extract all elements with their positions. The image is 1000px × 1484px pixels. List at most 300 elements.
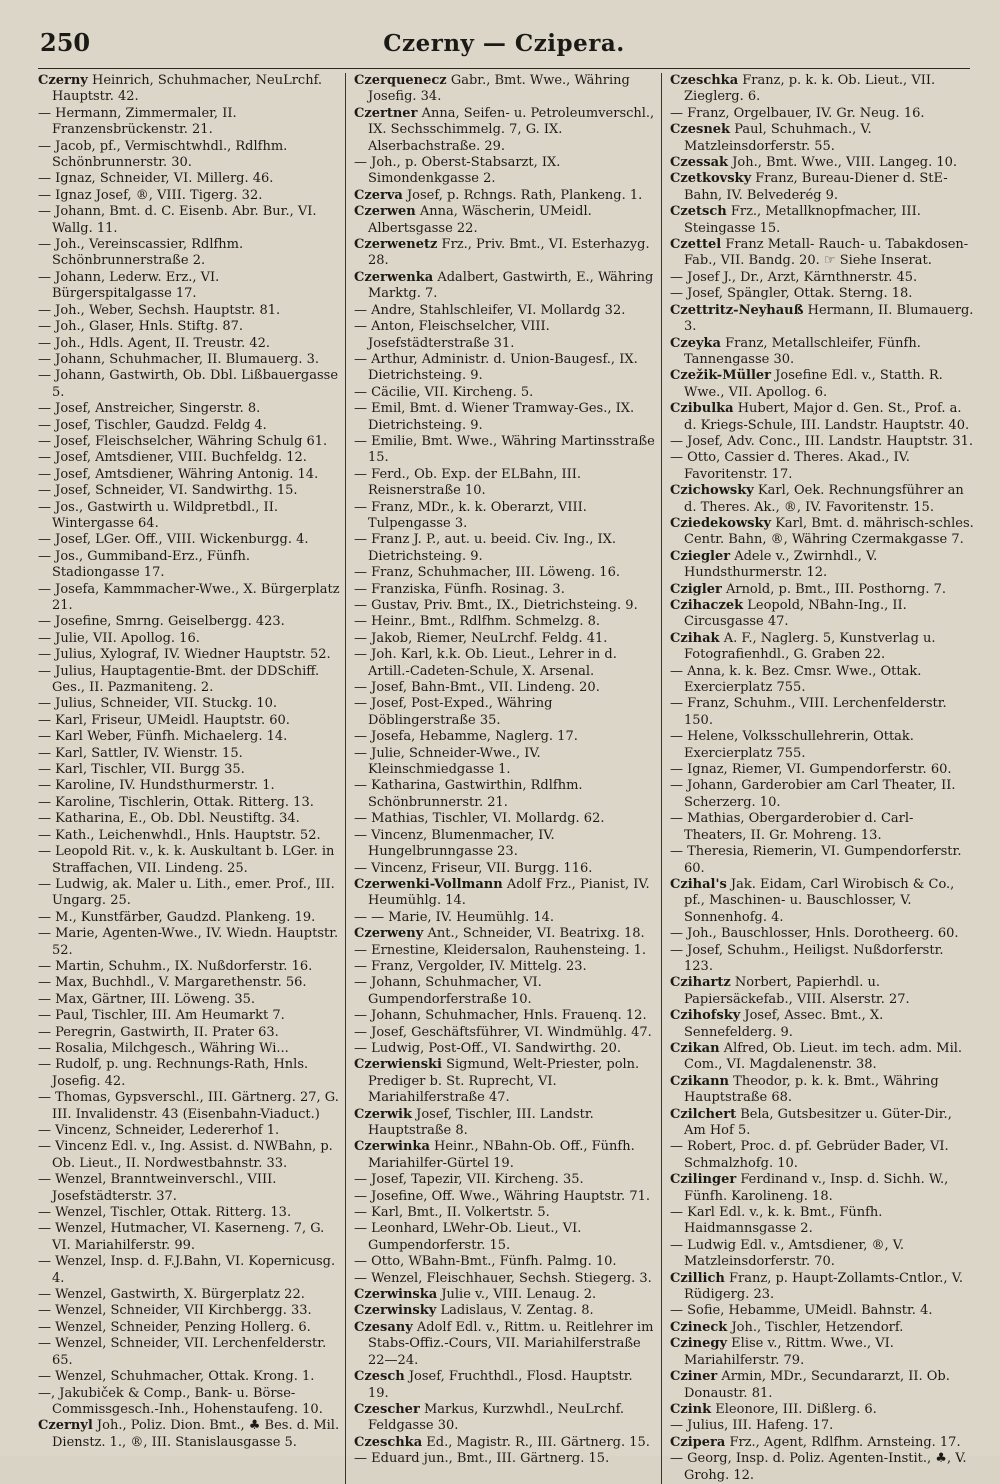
directory-entry [670, 729, 974, 762]
directory-entry [38, 1139, 341, 1172]
directory-entry [670, 696, 974, 729]
entry-text: — Johann, Lederw. Erz., VI. Bürgerspitalgasse 17. [38, 269, 220, 302]
directory-entry [38, 1254, 341, 1287]
entry-text: — Joh. Karl, k.k. Ob. Lieut., Lehrer in d. Artill.-Cadeten-Schule, X. Arsenal. [354, 647, 617, 679]
entry-text: — Josef, Schuhm., Heiligst. Nußdorferstr. 123. [670, 942, 944, 974]
directory-entry [354, 647, 657, 680]
directory-entry [38, 319, 341, 335]
entry-text: — Heinr., Bmt., Rdlfhm. Schmelzg. 8. [354, 614, 600, 630]
directory-entry [38, 910, 341, 926]
entry-text: — Marie, Agenten-Wwe., IV. Wiedn. Hauptstr. 52. [38, 926, 339, 958]
directory-entry [38, 336, 341, 352]
directory-entry [670, 778, 974, 811]
entry-surname: Czerwinka [354, 1139, 430, 1155]
directory-entry [38, 729, 341, 745]
directory-entry [670, 811, 974, 844]
entry-columns [38, 73, 974, 1484]
directory-entry [38, 1057, 341, 1090]
entry-text: — Rosalia, Milchgesch., Währing Wi... [38, 1040, 289, 1056]
directory-entry [38, 959, 341, 975]
directory-entry [38, 828, 341, 844]
directory-entry [354, 1402, 657, 1435]
directory-entry [38, 1041, 341, 1057]
directory-entry [38, 1221, 341, 1254]
directory-entry [38, 844, 341, 877]
entry-text: Leopold, NBahn-Ing., II. Circusgasse 47. [684, 598, 907, 630]
entry-text: — Martin, Schuhm., IX. Nußdorferstr. 16. [38, 958, 313, 974]
directory-entry [354, 1107, 657, 1140]
entry-text: — Kath., Leichenwhdl., Hnls. Hauptstr. 52. [38, 827, 321, 843]
directory-entry [38, 270, 341, 303]
entry-text: — Julius, Hauptagentie-Bmt. der DDSchiff. Ges., II. Pazmaniteng. 2. [38, 663, 320, 696]
entry-text: — Emil, Bmt. d. Wiener Tramway-Ges., IX. Dietrichsteing. 9. [354, 401, 635, 433]
directory-entry [670, 1402, 974, 1418]
entry-text: Karl, Bmt. d. mährisch-schles. Centr. Bahn, ®, Währing Czermakgasse 7. [684, 515, 974, 548]
entry-surname: Cziner [670, 1369, 718, 1385]
column-right [670, 73, 978, 1484]
directory-entry [38, 1123, 341, 1139]
entry-surname: Czessak [670, 155, 729, 171]
directory-entry [354, 565, 657, 581]
directory-entry [38, 762, 341, 778]
entry-surname: Cziedekowsky [670, 515, 772, 531]
entry-text: — Ludwig, Post-Off., VI. Sandwirthg. 20. [354, 1040, 621, 1056]
entry-text: — Jos., Gummiband-Erz., Fünfh. Stadiongasse 17. [38, 548, 250, 581]
directory-entry [354, 959, 657, 975]
entry-text: — Wenzel, Fleischhauer, Sechsh. Stiegerg. 3. [354, 1270, 652, 1286]
directory-entry [670, 204, 974, 237]
directory-entry [38, 1172, 341, 1205]
directory-entry [354, 1189, 657, 1205]
entry-text: Josef, Assec. Bmt., X. Sennefelderg. 9. [684, 1008, 884, 1040]
entry-surname: Czillich [670, 1270, 725, 1286]
entry-surname: Czerva [354, 187, 403, 203]
entry-text: Arnold, p. Bmt., III. Posthorng. 7. [721, 581, 946, 597]
directory-entry [38, 582, 341, 615]
directory-entry [354, 467, 657, 500]
entry-text: Adolf Frz., Pianist, IV. Heumühlg. 14. [368, 876, 650, 909]
entry-surname: Czipera [670, 1434, 726, 1450]
entry-surname: Czerwienski [354, 1057, 442, 1073]
entry-text: — Katharina, E., Ob. Dbl. Neustiftg. 34. [38, 811, 300, 827]
directory-entry [354, 1271, 657, 1287]
entry-text: Armin, MDr., Secundararzt, II. Ob. Donaustr. 81. [684, 1369, 950, 1401]
entry-text: — Joh., Glaser, Hnls. Stiftg. 87. [38, 319, 244, 335]
directory-entry [670, 598, 974, 631]
entry-text: Josef, Tischler, III. Landstr. Hauptstraße 8. [368, 1106, 594, 1138]
directory-entry [38, 171, 341, 187]
entry-text: Frz., Agent, Rdlfhm. Arnsteing. 17. [725, 1434, 961, 1450]
entry-text: Karl, Oek. Rechnungsführer an d. Theres. Ak., ®, IV. Favoritenstr. 15. [684, 483, 964, 515]
directory-entry [670, 1041, 974, 1074]
entry-surname: Czihaczek [670, 598, 744, 613]
directory-entry [38, 877, 341, 910]
entry-text: — Wenzel, Schneider, VII Kirchbergg. 33. [38, 1303, 312, 1319]
directory-entry [670, 122, 974, 155]
entry-text: Norbert, Papierhdl. u. Papiersäckefab., VIII. Alserstr. 27. [684, 975, 910, 1007]
entry-text: — Emilie, Bmt. Wwe., Währing Martinsstraße 15. [354, 433, 655, 466]
directory-entry [38, 778, 341, 794]
entry-text: — Anna, k. k. Bez. Cmsr. Wwe., Ottak. Exercierplatz 755. [670, 663, 922, 696]
entry-text: — Josef, Tapezir, VII. Kircheng. 35. [354, 1172, 584, 1188]
directory-entry [670, 73, 974, 106]
directory-entry [354, 746, 657, 779]
entry-text: Anna, Wäscherin, UMeidl. Albertsgasse 22. [368, 204, 592, 236]
entry-text: Ed., Magistr. R., III. Gärtnerg. 15. [422, 1434, 650, 1450]
directory-entry [670, 450, 974, 483]
entry-surname: Czerwenka [354, 269, 434, 285]
directory-entry [670, 1336, 974, 1369]
entry-text: — Josefa, Hebamme, Naglerg. 17. [354, 729, 578, 745]
entry-text: — Johann, Gastwirth, Ob. Dbl. Lißbauergasse 5. [38, 368, 339, 400]
entry-text: Frz., Metallknopfmacher, III. Steingasse 15. [684, 204, 921, 236]
directory-entry [354, 861, 657, 877]
directory-entry [670, 1451, 974, 1484]
directory-entry [670, 1435, 974, 1451]
entry-surname: Czihal's [670, 876, 727, 892]
entry-surname: Czerwinska [354, 1287, 438, 1303]
entry-text: — Arthur, Administr. d. Union-Baugesf., IX. Dietrichsteing. 9. [354, 351, 638, 384]
entry-text: Joh., Bmt. Wwe., VIII. Langeg. 10. [728, 155, 958, 171]
directory-entry [38, 795, 341, 811]
entry-text: — Gustav, Priv. Bmt., IX., Dietrichsteing. 9. [354, 598, 638, 613]
directory-entry [354, 385, 657, 401]
directory-entry [354, 319, 657, 352]
directory-entry [354, 1025, 657, 1041]
entry-text: Adele v., Zwirnhdl., V. Hundsthurmerstr. 12. [684, 548, 878, 581]
directory-entry [670, 1238, 974, 1271]
directory-entry [38, 664, 341, 697]
directory-entry [38, 811, 341, 827]
directory-entry [354, 1057, 657, 1106]
directory-entry [354, 1320, 657, 1369]
entry-text: — Robert, Proc. d. pf. Gebrüder Bader, VI. Schmalzhofg. 10. [670, 1139, 949, 1171]
entry-text: — Josef, Fleischselcher, Währing Schulg 61. [38, 433, 328, 449]
directory-entry [354, 401, 657, 434]
entry-surname: Czerwen [354, 204, 416, 220]
entry-text: — Joh., p. Oberst-Stabsarzt, IX. Simondenkgasse 2. [354, 155, 561, 187]
directory-entry [354, 500, 657, 533]
entry-text: — Ernestine, Kleidersalon, Rauhensteing. 1. [354, 942, 647, 958]
directory-entry [354, 729, 657, 745]
entry-text: — Josef, Anstreicher, Singerstr. 8. [38, 401, 261, 417]
entry-text: — Joh., Vereinscassier, Rdlfhm. Schönbrunnerstraße 2. [38, 237, 244, 269]
entry-text: Franz, p. Haupt-Zollamts-Cntlor., V. Rüdigerg. 23. [684, 1270, 963, 1303]
entry-text: Josef, p. Rchngs. Rath, Plankeng. 1. [402, 187, 643, 203]
directory-entry [354, 778, 657, 811]
entry-text: Eleonore, III. Dißlerg. 6. [711, 1401, 877, 1417]
directory-entry [670, 943, 974, 976]
entry-text: — Max, Buchhdl., V. Margarethenstr. 56. [38, 975, 307, 991]
directory-entry [670, 155, 974, 171]
entry-text: — Franz, Schuhm., VIII. Lerchenfelderstr. 150. [670, 696, 947, 728]
directory-entry [670, 975, 974, 1008]
directory-entry [354, 155, 657, 188]
entry-text: — Hermann, Zimmermaler, II. Franzensbrückenstr. 21. [38, 105, 237, 138]
entry-text: — Wenzel, Schneider, Penzing Hollerg. 6. [38, 1319, 311, 1335]
entry-text: Franz, Bureau-Diener d. StE-Bahn, IV. Belvederég 9. [684, 171, 948, 203]
directory-entry [670, 368, 974, 401]
directory-entry [670, 286, 974, 302]
entry-text: — Peregrin, Gastwirth, II. Prater 63. [38, 1024, 279, 1040]
directory-entry [38, 368, 341, 401]
entry-text: — Wenzel, Schuhmacher, Ottak. Krong. 1. [38, 1369, 315, 1385]
entry-text: Joh., Tischler, Hetzendorf. [727, 1319, 904, 1335]
entry-surname: Czichowsky [670, 483, 754, 499]
entry-surname: Cziegler [670, 548, 731, 564]
entry-surname: Czescher [354, 1401, 420, 1417]
entry-text: — Johann, Garderobier am Carl Theater, II. Scherzerg. 10. [670, 778, 956, 810]
entry-surname: Czesnek [670, 122, 731, 138]
directory-entry [354, 303, 657, 319]
entry-text: — Karl, Friseur, UMeidl. Hauptstr. 60. [38, 712, 290, 728]
column-middle [354, 73, 662, 1484]
entry-text: — Ignaz Josef, ®, VIII. Tigerg. 32. [38, 187, 263, 203]
directory-entry [670, 1418, 974, 1434]
directory-entry [38, 926, 341, 959]
directory-entry [38, 647, 341, 663]
entry-surname: Czetkovsky [670, 171, 752, 187]
entry-text: — Wenzel, Gastwirth, X. Bürgerplatz 22. [38, 1287, 305, 1303]
entry-surname: Czežik-Müller [670, 368, 772, 384]
directory-entry [354, 532, 657, 565]
entry-text: — Rudolf, p. ung. Rechnungs-Rath, Hnls. Josefig. 42. [38, 1057, 309, 1089]
entry-text: — Johann, Bmt. d. C. Eisenb. Abr. Bur., VI. Wallg. 11. [38, 204, 317, 236]
entry-text: Josefine Edl. v., Statth. R. Wwe., VII. Apollog. 6. [684, 368, 943, 400]
directory-entry [38, 1386, 341, 1419]
directory-entry [38, 614, 341, 630]
entry-text: Adolf Edl. v., Rittm. u. Reitlehrer im Stabs-Offiz.-Cours, VII. Mariahilferstraße 22—24. [368, 1319, 654, 1368]
entry-text: — Josef, Geschäftsführer, VI. Windmühlg. 47. [354, 1024, 652, 1040]
entry-text: — Vincenz Edl. v., Ing. Assist. d. NWBahn, p. Ob. Lieut., II. Nordwestbahnstr. 33. [38, 1139, 333, 1171]
entry-text: — Jacob, pf., Vermischtwhdl., Rdlfhm. Schönbrunnerstr. 30. [38, 138, 288, 171]
entry-text: — Josef, Post-Exped., Währing Döblingerstraße 35. [354, 696, 553, 728]
entry-text: — Josefa, Kammmacher-Wwe., X. Bürgerplatz 21. [38, 581, 340, 613]
column-left [38, 73, 346, 1484]
entry-text: — Karl Edl. v., k. k. Bmt., Fünfh. Haidmannsgasse 2. [670, 1205, 883, 1237]
entry-text: — Karoline, IV. Hundsthurmerstr. 1. [38, 778, 275, 794]
entry-text: — Karoline, Tischlerin, Ottak. Ritterg. 13. [38, 794, 314, 810]
entry-text: Ferdinand v., Insp. d. Sichh. W., Fünfh. Karolineng. 18. [684, 1172, 949, 1204]
directory-entry [354, 1435, 657, 1451]
directory-entry [670, 1369, 974, 1402]
entry-surname: Czeschka [354, 1434, 423, 1450]
entry-surname: Czerweny [354, 926, 424, 942]
directory-entry [670, 434, 974, 450]
entry-text: — Wenzel, Branntweinverschl., VIII. Josefstädterstr. 37. [38, 1172, 277, 1204]
directory-entry [354, 204, 657, 237]
directory-entry [38, 418, 341, 434]
entry-surname: Czihofsky [670, 1008, 741, 1024]
entry-text: — Johann, Schuhmacher, II. Blumauerg. 3. [38, 351, 320, 367]
entry-text: Franz, p. k. k. Ob. Lieut., VII. Zieglerg. 6. [684, 73, 936, 105]
entry-text: — Leonhard, LWehr-Ob. Lieut., VI. Gumpendorferstr. 15. [354, 1221, 582, 1253]
directory-entry [670, 483, 974, 516]
entry-text: Alfred, Ob. Lieut. im tech. adm. Mil. Com., VI. Magdalenenstr. 38. [684, 1040, 963, 1073]
directory-entry [38, 1369, 341, 1385]
directory-entry [38, 467, 341, 483]
entry-surname: Czilchert [670, 1106, 737, 1122]
entry-text: Ladislaus, V. Zentag. 8. [436, 1303, 594, 1319]
directory-entry [38, 696, 341, 712]
entry-text: —, Jakubiček & Comp., Bank- u. Börse-Commissgesch.-Inh., Hohenstaufeng. 10. [38, 1385, 323, 1417]
directory-entry [38, 434, 341, 450]
entry-surname: Czettel [670, 237, 722, 253]
directory-entry [38, 549, 341, 582]
entry-text: Ant., Schneider, VI. Beatrixg. 18. [423, 926, 645, 942]
directory-entry [354, 1451, 657, 1467]
entry-text: Hermann, II. Blumauerg. 3. [684, 302, 974, 335]
directory-entry [38, 1090, 341, 1123]
entry-text: — Vincenz, Friseur, VII. Burgg. 116. [354, 860, 593, 876]
entry-text: — Vincenz, Schneider, Ledererhof 1. [38, 1123, 280, 1138]
entry-text: — Franz, Vergolder, IV. Mittelg. 23. [354, 958, 587, 974]
directory-entry [670, 582, 974, 598]
directory-entry [354, 828, 657, 861]
directory-entry [670, 762, 974, 778]
entry-text: — Sofie, Hebamme, UMeidl. Bahnstr. 4. [670, 1303, 933, 1319]
entry-surname: Czerny [38, 73, 88, 88]
entry-surname: Czerquenecz [354, 73, 447, 88]
directory-entry [38, 1025, 341, 1041]
entry-text: Theodor, p. k. k. Bmt., Währing Hauptstraße 68. [684, 1073, 939, 1106]
entry-surname: Czerwenki-Vollmann [354, 876, 503, 892]
entry-text: — Joh., Weber, Sechsh. Hauptstr. 81. [38, 302, 281, 318]
directory-entry [670, 1205, 974, 1238]
directory-entry [354, 106, 657, 155]
entry-text: — Karl, Tischler, VII. Burgg 35. [38, 762, 245, 778]
directory-entry [670, 270, 974, 286]
entry-surname: Czihartz [670, 975, 731, 991]
entry-text: — Franz J. P., aut. u. beeid. Civ. Ing., IX. Dietrichsteing. 9. [354, 532, 617, 564]
directory-entry [38, 713, 341, 729]
entry-text: — Max, Gärtner, III. Löweng. 35. [38, 991, 256, 1007]
entry-surname: Czerwenetz [354, 237, 438, 253]
directory-entry [38, 303, 341, 319]
directory-entry [670, 1074, 974, 1107]
directory-entry [38, 483, 341, 499]
page-number: 250 [40, 28, 91, 57]
entry-surname: Czilinger [670, 1172, 737, 1188]
directory-entry [354, 680, 657, 696]
entry-text: — Eduard jun., Bmt., III. Gärtnerg. 15. [354, 1451, 610, 1467]
directory-entry [38, 139, 341, 172]
entry-text: — Vincenz, Blumenmacher, IV. Hungelbrunngasse 23. [354, 827, 555, 860]
entry-text: — M., Kunstfärber, Gaudzd. Plankeng. 19. [38, 909, 316, 925]
entry-text: — Paul, Tischler, III. Am Heumarkt 7. [38, 1008, 285, 1024]
directory-entry [354, 910, 657, 926]
directory-entry [354, 188, 657, 204]
entry-text: — Josef J., Dr., Arzt, Kärnthnerstr. 45. [670, 269, 918, 285]
directory-entry [670, 171, 974, 204]
running-title: Czerny — Czipera. [383, 30, 625, 57]
entry-text: — Andre, Stahlschleifer, VI. Mollardg 32. [354, 302, 626, 318]
directory-entry [354, 631, 657, 647]
entry-text: — Katharina, Gastwirthin, Rdlfhm. Schönbrunnerstr. 21. [354, 778, 583, 810]
entry-text: — Wenzel, Hutmacher, VI. Kaserneng. 7, G. VI. Mariahilferstr. 99. [38, 1221, 325, 1253]
directory-entry [354, 926, 657, 942]
directory-entry [354, 1287, 657, 1303]
directory-entry [354, 352, 657, 385]
entry-text: — Josef, Schneider, VI. Sandwirthg. 15. [38, 483, 298, 499]
entry-text: — Wenzel, Schneider, VII. Lerchenfelderstr. 65. [38, 1336, 327, 1368]
entry-text: — Josefine, Smrng. Geiselbergg. 423. [38, 614, 285, 630]
directory-entry [38, 188, 341, 204]
page-header [38, 28, 970, 69]
entry-surname: Czeyka [670, 335, 721, 351]
directory-entry [354, 811, 657, 827]
directory-entry [38, 1303, 341, 1319]
directory-entry [38, 746, 341, 762]
entry-text: Frz., Priv. Bmt., VI. Esterhazyg. 28. [368, 237, 650, 269]
entry-text: Julie v., VIII. Lenaug. 2. [437, 1287, 597, 1303]
directory-entry [38, 1205, 341, 1221]
entry-surname: Czink [670, 1401, 712, 1417]
entry-text: — Johann, Schuhmacher, VI. Gumpendorferstraße 10. [354, 975, 542, 1007]
entry-text: — Ludwig Edl. v., Amtsdiener, ®, V. Matzleinsdorferstr. 70. [670, 1237, 905, 1270]
entry-text: Bela, Gutsbesitzer u. Güter-Dir., Am Hof 5. [684, 1106, 952, 1138]
entry-text: Franz Metall- Rauch- u. Tabakdosen-Fab., VII. Bandg. 20. ☞ Siehe Inserat. [684, 237, 969, 269]
entry-text: — Otto, Cassier d. Theres. Akad., IV. Favoritenstr. 17. [670, 450, 910, 482]
entry-text: — Wenzel, Insp. d. F.J.Bahn, VI. Kopernicusg. 4. [38, 1254, 336, 1286]
entry-surname: Czesch [354, 1369, 405, 1385]
entry-text: Adalbert, Gastwirth, E., Währing Marktg. 7. [368, 269, 654, 302]
entry-text: — — Marie, IV. Heumühlg. 14. [354, 909, 555, 925]
directory-entry [354, 270, 657, 303]
entry-surname: Czettritz-Neyhauß [670, 302, 804, 318]
entry-text: — Franziska, Fünfh. Rosinag. 3. [354, 581, 565, 597]
entry-text: Paul, Schuhmach., V. Matzleinsdorferstr. 55. [684, 122, 872, 154]
entry-text: — Mathias, Obergarderobier d. Carl-Theaters, II. Gr. Mohreng. 13. [670, 811, 914, 843]
entry-text: — Franz, Orgelbauer, IV. Gr. Neug. 16. [670, 105, 925, 121]
directory-entry [354, 1303, 657, 1319]
entry-text: — Anton, Fleischselcher, VIII. Josefstädterstraße 31. [354, 319, 550, 351]
entry-text: Markus, Kurzwhdl., NeuLrchf. Feldgasse 30. [368, 1401, 625, 1434]
entry-surname: Czikan [670, 1040, 720, 1056]
entry-surname: Czeschka [670, 73, 739, 88]
entry-text: — Julius, III. Hafeng. 17. [670, 1418, 834, 1434]
directory-entry [670, 631, 974, 664]
entry-surname: Czernyl [38, 1418, 93, 1434]
directory-entry [670, 1107, 974, 1140]
directory-entry [38, 401, 341, 417]
directory-entry [354, 1221, 657, 1254]
entry-text: — Joh., Hdls. Agent, II. Treustr. 42. [38, 335, 271, 351]
entry-surname: Czerwik [354, 1106, 412, 1122]
directory-entry [670, 1320, 974, 1336]
entry-text: A. F., Naglerg. 5, Kunstverlag u. Fotografienhdl., G. Graben 22. [684, 630, 936, 663]
entry-text: — Ludwig, ak. Maler u. Lith., emer. Prof., III. Ungarg. 25. [38, 876, 335, 909]
directory-entry [354, 943, 657, 959]
directory-entry [670, 106, 974, 122]
entry-text: Sigmund, Welt-Priester, poln. Prediger b. St. Ruprecht, VI. Mariahilferstraße 47. [368, 1057, 640, 1106]
entry-text: — Josef, Tischler, Gaudzd. Feldg 4. [38, 417, 267, 433]
entry-text: — Thomas, Gypsverschl., III. Gärtnerg. 27, G. III. Invalidenstr. 43 (Eisenbahn-Viaduct.) [38, 1090, 339, 1122]
entry-text: — Wenzel, Tischler, Ottak. Ritterg. 13. [38, 1205, 292, 1221]
entry-text: — Helene, Volksschullehrerin, Ottak. Exercierplatz 755. [670, 729, 914, 761]
entry-text: Elise v., Rittm. Wwe., VI. Mariahilferstr. 79. [684, 1336, 894, 1368]
entry-text: — Mathias, Tischler, VI. Mollardg. 62. [354, 811, 605, 827]
entry-text: — Leopold Rit. v., k. k. Auskultant b. LGer. in Straffachen, VII. Lindeng. 25. [38, 844, 335, 876]
directory-entry [670, 1139, 974, 1172]
directory-entry [38, 106, 341, 139]
entry-surname: Czigler [670, 581, 722, 597]
entry-text: — Georg, Insp. d. Poliz. Agenten-Instit., ♣, V. Grohg. 12. [670, 1451, 967, 1483]
directory-entry [354, 434, 657, 467]
entry-surname: Czinegy [670, 1336, 728, 1352]
entry-surname: Czerwinsky [354, 1303, 437, 1319]
entry-text: — Jakob, Riemer, NeuLrchf. Feldg. 41. [354, 630, 608, 646]
